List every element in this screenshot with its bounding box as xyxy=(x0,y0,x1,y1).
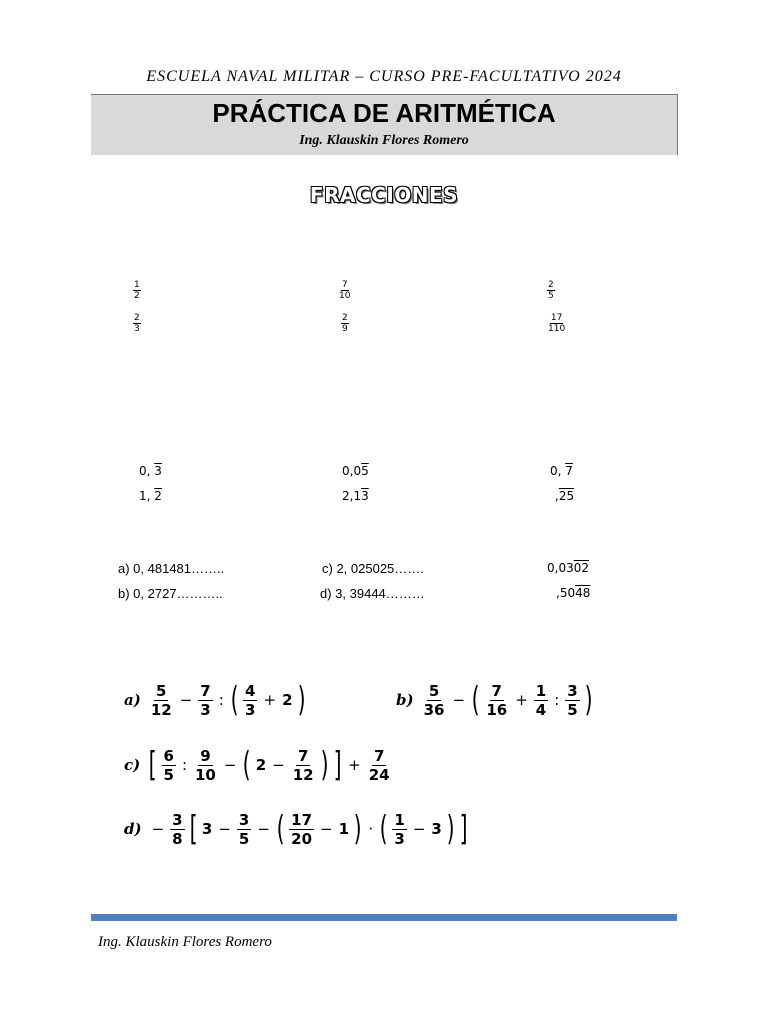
operation-a: a) 5 12 − $\frac{7}{3}$ : ( 4 3 + 2 ) xyxy=(124,680,306,720)
fraction-item xyxy=(547,280,555,301)
footer-author: Ing. Klauskin Flores Romero xyxy=(98,934,272,950)
fraction: 9 10 xyxy=(195,746,216,784)
operation-label: a) xyxy=(124,691,141,709)
fraction-numerator: 7 xyxy=(341,280,348,290)
fraction-denominator: 3 xyxy=(134,324,140,334)
fraction-denominator: 10 xyxy=(339,291,351,301)
fraction-denominator: 2 xyxy=(134,291,140,301)
operation-label: d) xyxy=(124,820,142,838)
fraction: 3 5 xyxy=(567,681,578,719)
fraction-numerator: 2 xyxy=(548,280,554,290)
operation-label: c) xyxy=(124,756,141,774)
fraction: 5 12 xyxy=(150,681,172,719)
repeating-digits: 02 xyxy=(573,561,589,575)
repeating-digits: 3 xyxy=(154,464,162,478)
fraction-item xyxy=(341,313,349,334)
decimal-base: 0,0 xyxy=(342,464,362,478)
fraction-item xyxy=(133,280,141,301)
decimal-base: 0,03 xyxy=(547,561,574,575)
periodic-decimal xyxy=(342,464,369,478)
fraction: $\frac{3}{8}$ xyxy=(172,810,183,848)
fraction: 5 36 xyxy=(423,681,445,719)
periodic-decimal xyxy=(342,489,369,503)
repeating-digits: 2 xyxy=(154,489,162,503)
operation-label: b) xyxy=(396,691,414,709)
decimal-item-a: a) 0, 481481…….. xyxy=(118,561,225,576)
fraction-numerator: 17 xyxy=(550,313,563,323)
decimal-item-d: d) 3, 39444……… xyxy=(320,586,425,601)
decimal-base: 1, xyxy=(139,489,155,503)
decimal-item-e xyxy=(547,561,589,575)
fraction: $\frac{7}{3}$ xyxy=(200,681,211,719)
periodic-decimal xyxy=(139,489,162,503)
decimal-item-b: b) 0, 2727……….. xyxy=(118,586,223,601)
fraction: $\frac{7}{24}$ xyxy=(368,746,390,784)
fraction: 1 3 xyxy=(394,810,405,848)
fraction: 7 16 xyxy=(486,681,508,719)
fraction-item xyxy=(338,280,351,301)
periodic-decimal xyxy=(139,464,162,478)
footer-divider xyxy=(91,914,677,921)
fraction-item xyxy=(547,313,566,334)
author-subtitle: Ing. Klauskin Flores Romero xyxy=(299,133,469,148)
operation-d: d) − $\frac{3}{8}$ [ 3 − $\frac{3}{5}$ − ( 17 20 − 1 ) · ( 1 3 − 3 ) ] xyxy=(124,809,468,849)
decimal-base: 0, xyxy=(139,464,155,478)
title-banner xyxy=(91,94,678,155)
operation-c: c) [ 6 5 : 9 10 − ( 2 − $\frac{7}{12}$ ) ] + $\frac{7}{24}$ xyxy=(124,745,390,785)
fraction-numerator: 2 xyxy=(134,313,140,323)
decimal-base: 0, xyxy=(550,464,566,478)
repeating-digits: 3 xyxy=(361,489,369,503)
repeating-digits: 7 xyxy=(565,464,573,478)
fraction: 4 3 xyxy=(245,681,256,719)
fraction-item xyxy=(133,313,141,334)
fraction-numerator: 2 xyxy=(342,313,348,323)
operation-b: b) 5 36 − ( 7 16 + $\frac{1}{4}$ : 3 5 ) xyxy=(396,680,593,720)
fraction: $\frac{3}{5}$ xyxy=(238,810,250,848)
periodic-decimal xyxy=(555,489,574,503)
repeating-digits: 25 xyxy=(558,489,575,503)
page-title: PRÁCTICA DE ARITMÉTICA xyxy=(212,98,556,128)
repeating-digits: 5 xyxy=(361,464,369,478)
fraction-denominator: 5 xyxy=(548,291,554,301)
fraction: $\frac{1}{4}$ xyxy=(535,681,547,719)
fraction: 17 20 xyxy=(291,810,313,848)
decimal-base: ,50 xyxy=(556,586,576,600)
decimal-item-f xyxy=(556,586,590,600)
decimal-base: 2,1 xyxy=(342,489,362,503)
fraction-denominator: 9 xyxy=(342,324,348,334)
fraction: $\frac{7}{12}$ xyxy=(292,746,314,784)
decimal-base: , xyxy=(555,489,559,503)
fraction-denominator: 110 xyxy=(548,324,566,334)
section-title: FRACCIONES xyxy=(309,183,459,207)
fraction-numerator: 1 xyxy=(134,280,140,290)
repeating-digits: 48 xyxy=(575,586,591,600)
periodic-decimal xyxy=(550,464,573,478)
school-header: ESCUELA NAVAL MILITAR – CURSO PRE-FACULTATIVO 2024 xyxy=(146,68,622,85)
decimal-item-c: c) 2, 025025……. xyxy=(322,561,424,576)
fraction: 6 5 xyxy=(163,746,174,784)
